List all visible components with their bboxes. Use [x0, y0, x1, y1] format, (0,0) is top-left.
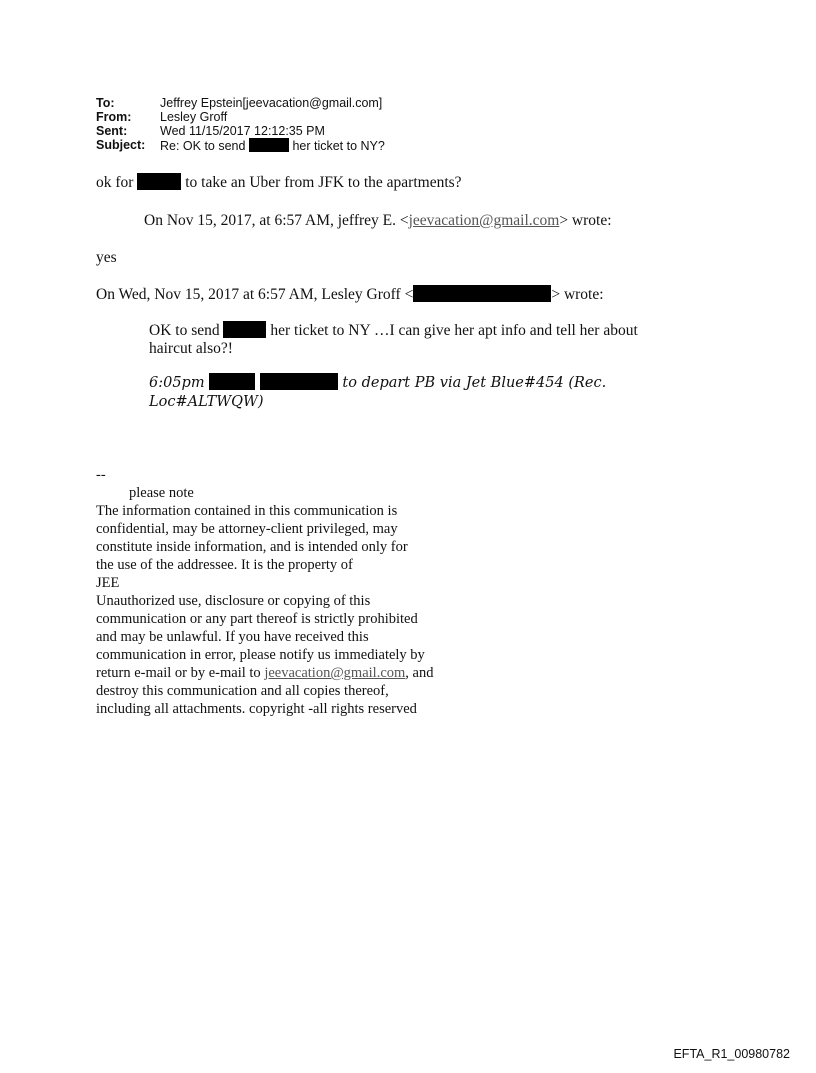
to-label: To:	[96, 96, 115, 110]
msg-text-pre: OK to send	[149, 322, 220, 339]
header-sent-row	[96, 124, 385, 138]
itinerary-line-1	[149, 373, 606, 393]
redaction-box	[413, 285, 551, 302]
header-subject-row	[96, 138, 385, 153]
itinerary-block	[149, 373, 606, 412]
quote1-text-post: > wrote:	[559, 212, 612, 229]
from-label: From:	[96, 110, 132, 124]
quoted-message-line-2: haircut also?!	[149, 340, 233, 357]
bates-number: EFTA_R1_00980782	[673, 1047, 790, 1061]
subject-text-post: her ticket to NY?	[292, 139, 385, 153]
itinerary-line-2: Loc#ALTWQW)	[149, 394, 264, 410]
yes-reply: yes	[96, 249, 117, 266]
msg-text-post: her ticket to NY …I can give her apt info and tell her about	[270, 322, 638, 339]
email-header	[96, 96, 385, 153]
sent-value: Wed 11/15/2017 12:12:35 PM	[160, 124, 325, 138]
redaction-box	[209, 373, 255, 390]
footer-line: constitute inside information, and is intended only for	[96, 539, 408, 555]
quoted-message-line-1	[149, 321, 638, 340]
quote1-text-pre: On Nov 15, 2017, at 6:57 AM, jeffrey E. <	[144, 212, 409, 229]
subject-text-pre: Re: OK to send	[160, 139, 246, 153]
quote2-text-pre: On Wed, Nov 15, 2017 at 6:57 AM, Lesley Groff <	[96, 286, 414, 303]
footer-separator: --	[96, 467, 106, 483]
quoted-message	[149, 321, 638, 358]
footer-line: Unauthorized use, disclosure or copying of this	[96, 593, 371, 609]
subject-value	[160, 138, 385, 153]
footer-line: communication or any part thereof is strictly prohibited	[96, 611, 418, 627]
quote-header-1	[144, 212, 612, 230]
footer-line: communication in error, please notify us immediately by	[96, 647, 425, 663]
footer-line: and may be unlawful. If you have received this	[96, 629, 369, 645]
footer-line-copyright: including all attachments. copyright -all rights reserved	[96, 701, 417, 717]
header-from-row	[96, 110, 385, 124]
reply-line	[96, 173, 462, 192]
from-value: Lesley Groff	[160, 110, 228, 124]
redaction-box	[137, 173, 181, 190]
footer-note: please note	[129, 485, 194, 501]
return-text-pre: return e-mail or by e-mail to	[96, 665, 265, 681]
header-to-row	[96, 96, 385, 110]
reply-text-pre: ok for	[96, 174, 134, 191]
return-text-post: , and	[405, 665, 434, 681]
quote-header-2	[96, 285, 604, 304]
itinerary-text: to depart PB via Jet Blue#454 (Rec.	[342, 375, 607, 391]
footer-email-link[interactable]: jeevacation@gmail.com	[264, 665, 406, 681]
footer-line: confidential, may be attorney-client privileged, may	[96, 521, 398, 537]
itinerary-time: 6:05pm	[149, 375, 205, 391]
footer-line: JEE	[96, 575, 120, 591]
redaction-box	[260, 373, 338, 390]
reply-text-post: to take an Uber from JFK to the apartments?	[185, 174, 462, 191]
redaction-box	[249, 138, 289, 152]
footer-line-destroy: destroy this communication and all copies thereof,	[96, 683, 389, 699]
quote2-text-post: > wrote:	[551, 286, 604, 303]
footer-line: the use of the addressee. It is the property of	[96, 557, 353, 573]
redaction-box	[223, 321, 266, 338]
to-value: Jeffrey Epstein[jeevacation@gmail.com]	[160, 96, 383, 110]
footer-line: The information contained in this communication is	[96, 503, 398, 519]
email-link[interactable]: jeevacation@gmail.com	[408, 212, 560, 229]
footer-line-return	[96, 664, 433, 682]
subject-label: Subject:	[96, 138, 146, 152]
confidentiality-footer	[96, 466, 433, 718]
sent-label: Sent:	[96, 124, 128, 138]
